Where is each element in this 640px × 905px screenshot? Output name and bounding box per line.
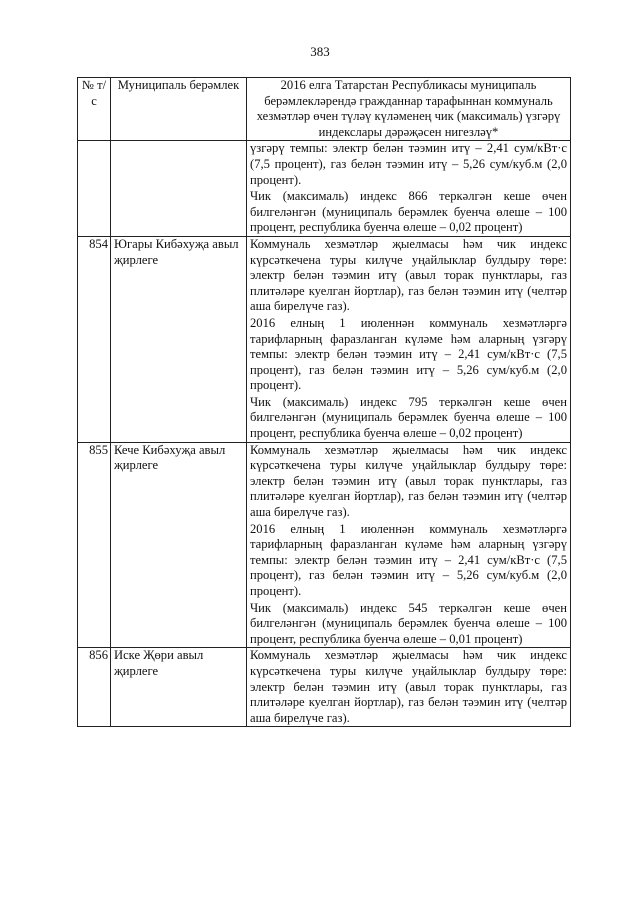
index-table: [77, 77, 571, 727]
row-description: [247, 141, 571, 237]
row-municipality: Югары Кибәхуҗа авыл җирлеге: [111, 236, 247, 442]
row-num: 855: [78, 442, 111, 648]
row-description: [247, 648, 571, 727]
description-paragraph: Чик (максималь) индекс 866 теркәлгән кеше өчен билгеләнгән (муниципаль берәмлек буенча өлеше – 100 процент, республика буенча өлеше – 0,02 процент): [250, 189, 567, 235]
table-row: [78, 648, 571, 727]
header-num: № т/с: [78, 78, 111, 141]
row-municipality: Кече Кибәхуҗа авыл җирлеге: [111, 442, 247, 648]
table-header-row: [78, 78, 571, 141]
description-paragraph: үзгәрү темпы: электр белән тәэмин итү – 2,41 сум/кВт·с (7,5 процент), газ белән тәэмин итү – 5,26 сум/куб.м (2,0 процент).: [250, 141, 567, 187]
header-description: 2016 елга Татарстан Республикасы муниципаль берәмлекләрендә гражданнар тарафыннан коммуналь хезмәтләр өчен түләү күләменең чик (максималь) үзгәрү индекслары дәрәҗәсен нигезләү*: [247, 78, 571, 141]
row-num: [78, 141, 111, 237]
table-row: [78, 236, 571, 442]
page-number: 383: [310, 44, 330, 59]
row-num: 856: [78, 648, 111, 727]
description-paragraph: Чик (максималь) индекс 545 теркәлгән кеше өчен билгеләнгән (муниципаль берәмлек буенча өлеше – 100 процент, республика буенча өлеше – 0,01 процент): [250, 600, 567, 646]
row-description: [247, 236, 571, 442]
description-paragraph: Чик (максималь) индекс 795 теркәлгән кеше өчен билгеләнгән (муниципаль берәмлек буенча өлеше – 100 процент, республика буенча өлеше – 0,02 процент): [250, 394, 567, 441]
description-paragraph: 2016 елның 1 июленнән коммуналь хезмәтләргә тарифларның фаразланган күләме һәм аларның үзгәрү темпы: электр белән тәэмин итү – 2,41 сум/кВт·с (7,5 процент), газ белән тәэмин итү – 5,26 сум/куб.м (2,0 процент).: [250, 521, 567, 598]
description-paragraph: Коммуналь хезмәтләр җыелмасы һәм чик индекс күрсәткечена туры килүче уңайлыклар булдыру төре: электр белән тәэмин итү (авыл торак пунктлары, газ плитәләре куелган йортлар), газ белән тәэмин итү (челтәр аша бирелүче газ).: [250, 236, 567, 314]
table-row: [78, 141, 571, 237]
table-row: [78, 442, 571, 648]
description-paragraph: Коммуналь хезмәтләр җыелмасы һәм чик индекс күрсәткечена туры килүче уңайлыклар булдыру төре: электр белән тәэмин итү (авыл торак пунктлары, газ плитәләре куелган йортлар), газ белән тәэмин итү (челтәр аша бирелүче газ).: [250, 442, 567, 520]
description-paragraph: 2016 елның 1 июленнән коммуналь хезмәтләргә тарифларның фаразланган күләме һәм аларның үзгәрү темпы: электр белән тәэмин итү – 2,41 сум/кВт·с (7,5 процент), газ белән тәэмин итү – 5,26 сум/куб.м (2,0 процент).: [250, 315, 567, 393]
row-num: 854: [78, 236, 111, 442]
row-municipality: [111, 141, 247, 237]
row-description: [247, 442, 571, 648]
row-municipality: Иске Җөри авыл җирлеге: [111, 648, 247, 727]
header-municipality: Муниципаль берәмлек: [111, 78, 247, 141]
description-paragraph: Коммуналь хезмәтләр җыелмасы һәм чик индекс күрсәткечена туры килүче уңайлыклар булдыру төре: электр белән тәэмин итү (авыл торак пунктлары, газ плитәләре куелган йортлар), газ белән тәэмин итү (челтәр аша бирелүче газ).: [250, 648, 567, 725]
